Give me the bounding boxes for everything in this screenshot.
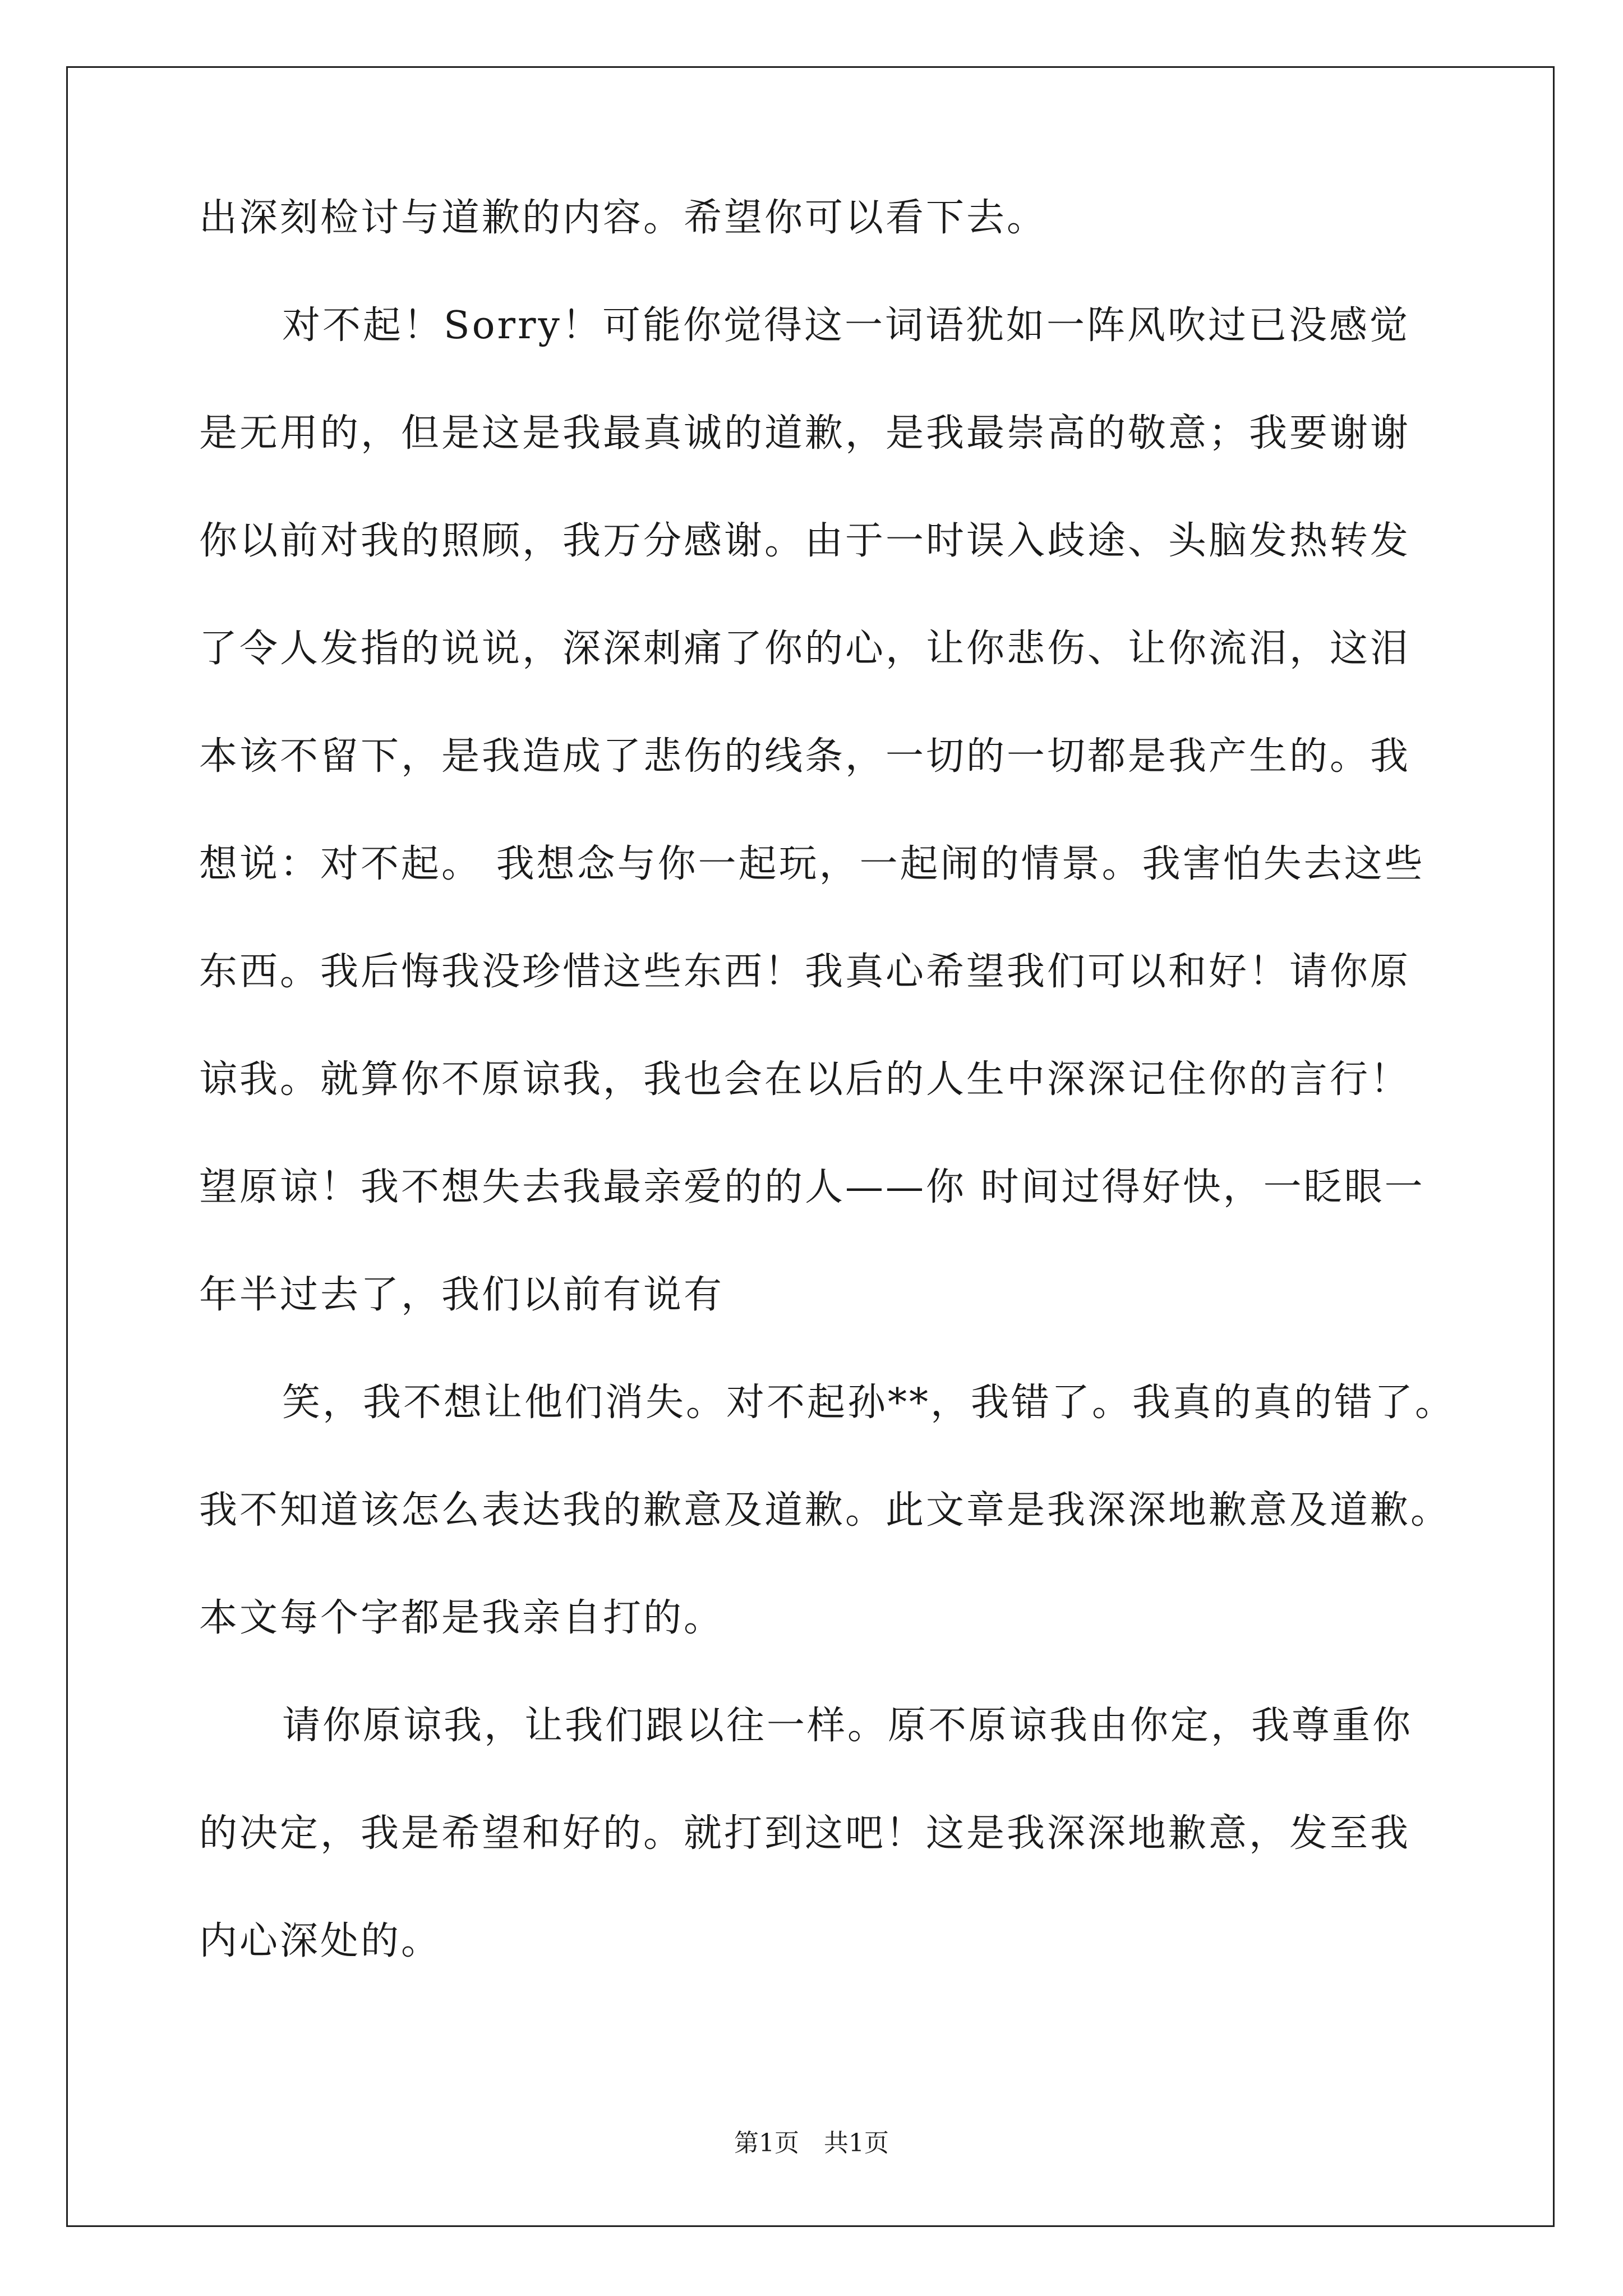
text-line: 年半过去了，我们以前有说有 <box>199 1273 725 1317</box>
text-line: 请你原谅我，让我们跟以往一样。原不原谅我由你定，我尊重你 <box>282 1704 1413 1748</box>
document-body <box>199 196 1456 2030</box>
text-line: 内心深处的。 <box>199 1919 442 1963</box>
text-line: 的决定，我是希望和好的。就打到这吧！这是我深深地歉意，发至我 <box>199 1811 1411 1856</box>
text-line: 笑，我不想让他们消失。对不起孙**，我错了。我真的真的错了。 <box>282 1381 1456 1425</box>
text-line: 对不起！Sorry！可能你觉得这一词语犹如一阵风吹过已没感觉 <box>282 303 1410 348</box>
text-line: 了令人发指的说说，深深刺痛了你的心，让你悲伤、让你流泪，这泪 <box>199 627 1411 671</box>
text-line: 你以前对我的照顾，我万分感谢。由于一时误入歧途、头脑发热转发 <box>199 519 1411 563</box>
text-line: 东西。我后悔我没珍惜这些东西！我真心希望我们可以和好！请你原 <box>199 950 1411 994</box>
text-line: 出深刻检讨与道歉的内容。希望你可以看下去。 <box>199 196 1048 240</box>
text-line: 谅我。就算你不原谅我，我也会在以后的人生中深深记住你的言行！ <box>199 1057 1411 1102</box>
text-line: 我不知道该怎么表达我的歉意及道歉。此文章是我深深地歉意及道歉。 <box>199 1488 1451 1533</box>
text-line: 本该不留下，是我造成了悲伤的线条，一切的一切都是我产生的。我 <box>199 734 1411 779</box>
text-line: 本文每个字都是我亲自打的。 <box>199 1596 725 1640</box>
text-line: 是无用的，但是这是我最真诚的道歉，是我最崇高的敬意；我要谢谢 <box>199 411 1411 455</box>
text-line: 想说：对不起。 我想念与你一起玩，一起闹的情景。我害怕失去这些 <box>199 842 1425 886</box>
text-line: 望原谅！我不想失去我最亲爱的的人——你 时间过得好快，一眨眼一 <box>199 1165 1425 1209</box>
page-number-footer: 第1页 共1页 <box>734 2129 889 2157</box>
